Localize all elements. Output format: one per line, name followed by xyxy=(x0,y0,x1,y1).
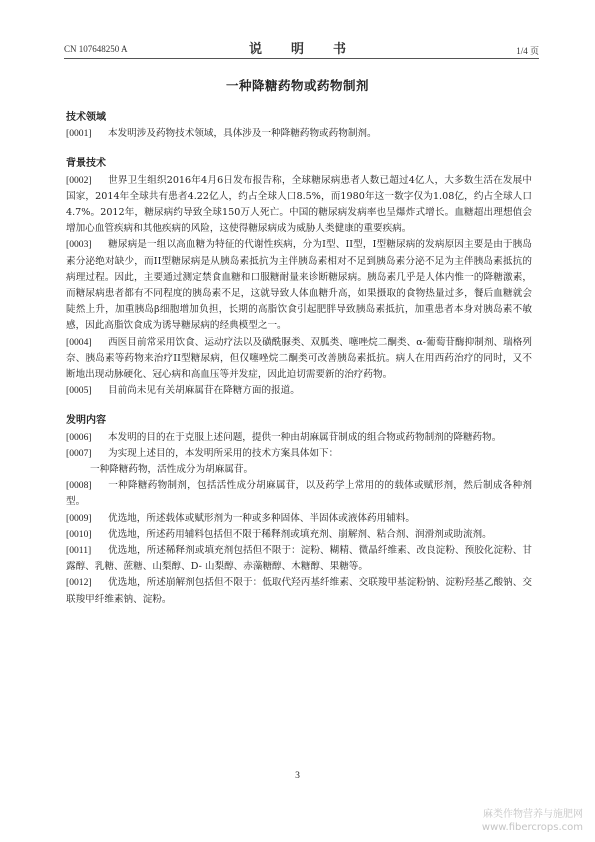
paragraph-number: [0009] xyxy=(66,512,92,524)
paragraph-text: 本发明涉及药物技术领域，具体涉及一种降糖药物或药物制剂。 xyxy=(108,128,377,140)
section-heading-tech-field: 技术领域 xyxy=(66,112,106,123)
paragraph-number: [0001] xyxy=(66,128,92,140)
paragraph-number: [0002] xyxy=(66,174,92,186)
paragraph-0005 xyxy=(66,383,532,399)
watermark-title: 麻类作物营养与施肥网 xyxy=(483,809,583,820)
paragraph-text: 世界卫生组织2016年4月6日发布报告称，全球糖尿病患者人数已超过4亿人，大多数生活在发展中国家，2014年全球共有患者4.22亿人，约占全球人口8.5%，而1980年这一数字仅为1.08亿，约占全球人口4.7%。2012年，糖尿病约导致全球150万人死亡。中国的糖尿病发病率也呈爆炸式增长。血糖超出理想值会增加心血管疾病和其他疾病的风险，这使得糖尿病成为威胁人类健康的重要疾病。 xyxy=(66,174,532,235)
paragraph-0008 xyxy=(66,478,532,510)
paragraph-number: [0003] xyxy=(66,239,92,251)
paragraph-0010 xyxy=(66,527,532,543)
paragraph-number: [0007] xyxy=(66,447,92,459)
paragraph-0011 xyxy=(66,543,532,575)
paragraph-0006 xyxy=(66,430,532,446)
page-number: 3 xyxy=(295,770,300,781)
paragraph-text: 目前尚未见有关胡麻属苷在降糖方面的报道。 xyxy=(108,385,300,397)
paragraph-text: 优选地，所述稀释剂或填充剂包括但不限于：淀粉、糊精、微晶纤维素、改良淀粉、预胶化淀粉、甘露醇、乳糖、蔗糖、山梨醇、D- 山梨醇、赤藻糖醇、木糖醇、果糖等。 xyxy=(66,545,532,573)
paragraph-number: [0010] xyxy=(66,528,92,540)
paragraph-0009 xyxy=(66,511,532,527)
paragraph-text: 西医目前常采用饮食、运动疗法以及磺酰脲类、双胍类、噻唑烷二酮类、α-葡萄苷酶抑制剂、瑞格列奈、胰岛素等药物来治疗II型糖尿病，但仅噻唑烷二酮类可改善胰岛素抵抗。病人在用西药治疗的同时，又不断地出现动脉硬化、冠心病和高血压等并发症，因此迫切需要新的治疗药物。 xyxy=(66,336,532,381)
paragraph-0007 xyxy=(66,446,532,462)
section-heading-invention: 发明内容 xyxy=(66,415,106,427)
paragraph-text: 一种降糖药物制剂，包括活性成分胡麻属苷，以及药学上常用的的载体或赋形剂，然后制成各种剂型。 xyxy=(66,480,532,508)
paragraph-number: [0006] xyxy=(66,431,92,443)
paragraph-number: [0004] xyxy=(66,336,92,348)
paragraph-number: [0005] xyxy=(66,385,92,397)
document-body xyxy=(66,110,532,608)
document-type-label: 说 明 书 xyxy=(248,42,354,57)
paragraph-number: [0008] xyxy=(66,480,92,492)
page-indicator: 1/4 页 xyxy=(516,46,539,56)
header-divider xyxy=(64,58,539,59)
paragraph-0001 xyxy=(66,126,532,142)
paragraph-0002 xyxy=(66,173,532,238)
publication-number: CN 107648250 A xyxy=(64,44,128,54)
paragraph-0012 xyxy=(66,575,532,607)
paragraph-number: [0011] xyxy=(66,545,92,557)
paragraph-0007-continuation: 一种降糖药物，活性成分为胡麻属苷。 xyxy=(90,464,254,476)
paragraph-text: 为实现上述目的，本发明所采用的技术方案具体如下： xyxy=(108,447,339,459)
paragraph-text: 优选地，所述崩解剂包括但不限于：低取代羟丙基纤维素、交联羧甲基淀粉钠、淀粉羟基乙酸钠、交联羧甲纤维素钠、淀粉。 xyxy=(66,577,532,605)
paragraph-text: 优选地，所述药用辅料包括但不限于稀释剂或填充剂、崩解剂、粘合剂、润滑剂或助流剂。 xyxy=(108,528,492,540)
watermark-url: www.fibercrops.com xyxy=(481,822,583,833)
document-title: 一种降糖药物或药物制剂 xyxy=(225,78,369,93)
paragraph-0004 xyxy=(66,335,532,384)
page-header xyxy=(64,38,539,57)
paragraph-number: [0012] xyxy=(66,577,92,589)
paragraph-0003 xyxy=(66,237,532,334)
paragraph-text: 本发明的目的在于克服上述问题，提供一种由胡麻属苷制成的组合物或药物制剂的降糖药物。 xyxy=(108,431,502,443)
paragraph-text: 糖尿病是一组以高血糖为特征的代谢性疾病，分为I型、II型，I型糖尿病的发病原因主要是由于胰岛素分泌绝对缺少，而II型糖尿病是从胰岛素抵抗为主伴胰岛素相对不足到胰岛素分泌不足为主伴胰岛素抵抗的病理过程。因此，主要通过测定禁食血糖和口服糖耐量来诊断糖尿病。胰岛素几乎是人体内惟一的降糖激素，而糖尿病患者都有不同程度的胰岛素不足，这就导致人体血糖升高，如果摄取的食物热量过多，餐后血糖就会陡然上升，加重胰岛β细胞增加负担，长期的高脂饮食引起肥胖导致胰岛素抵抗，加重患者本身对胰岛素不敏感，因此高脂饮食成为诱导糖尿病的经典模型之一。 xyxy=(66,239,532,332)
section-heading-background: 背景技术 xyxy=(66,158,106,170)
paragraph-text: 优选地，所述载体或赋形剂为一种或多种固体、半固体或液体药用辅料。 xyxy=(108,512,415,524)
site-watermark xyxy=(482,808,583,834)
